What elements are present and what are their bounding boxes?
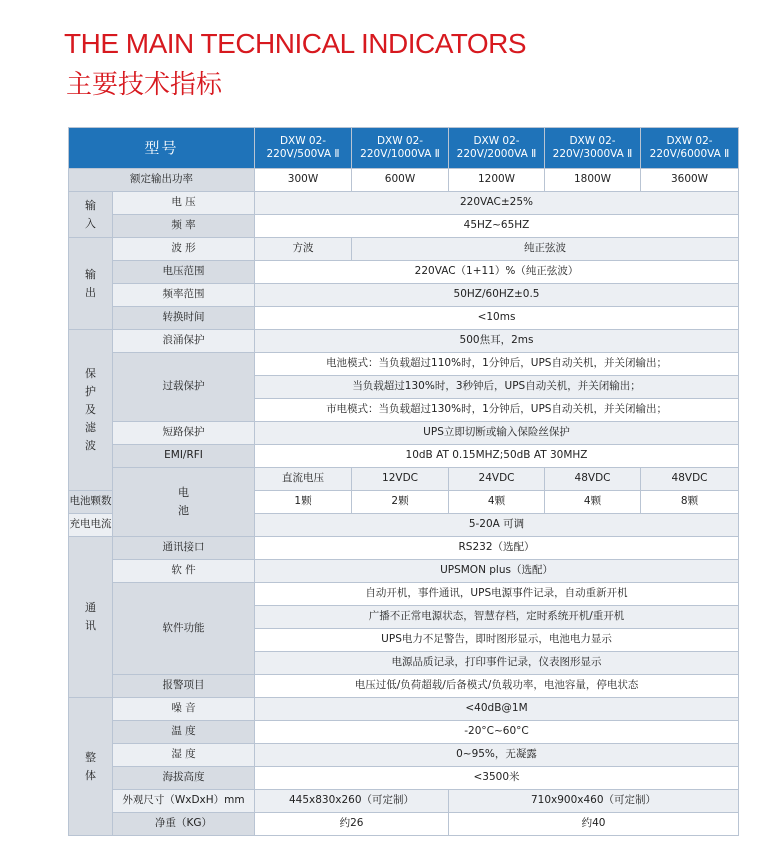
cell: 4颗 bbox=[449, 491, 545, 514]
row-label: 报警项目 bbox=[113, 675, 255, 698]
cell: 220VAC（1+11）%（纯正弦波） bbox=[255, 261, 739, 284]
cell: 2颗 bbox=[352, 491, 449, 514]
model-name: DXW 02-220V/500VA Ⅱ bbox=[255, 128, 352, 169]
cell: 3600W bbox=[641, 169, 739, 192]
cell: 45HZ~65HZ bbox=[255, 215, 739, 238]
cell: 约40 bbox=[449, 813, 739, 836]
table-row bbox=[69, 353, 739, 376]
title-english: THE MAIN TECHNICAL INDICATORS bbox=[64, 28, 527, 59]
row-label: 软 件 bbox=[113, 560, 255, 583]
cell: 广播不正常电源状态，智慧存档，定时系统开机/重开机 bbox=[255, 606, 739, 629]
row-label: 额定输出功率 bbox=[69, 169, 255, 192]
header-row bbox=[69, 128, 739, 169]
row-label: EMI/RFI bbox=[113, 445, 255, 468]
group-label: 整体 bbox=[69, 698, 113, 836]
group-label: 保护及滤波 bbox=[69, 330, 113, 491]
cell: <40dB@1M bbox=[255, 698, 739, 721]
table-row bbox=[69, 744, 739, 767]
cell: 方波 bbox=[255, 238, 352, 261]
cell: 445x830x260（可定制） bbox=[255, 790, 449, 813]
table-row bbox=[69, 767, 739, 790]
table-row bbox=[69, 169, 739, 192]
model-name: DXW 02-220V/6000VA Ⅱ bbox=[641, 128, 739, 169]
group-label: 通讯 bbox=[69, 537, 113, 698]
table-row bbox=[69, 422, 739, 445]
table-row bbox=[69, 192, 739, 215]
cell: <10ms bbox=[255, 307, 739, 330]
cell: 约26 bbox=[255, 813, 449, 836]
cell: UPS电力不足警告，即时图形显示，电池电力显示 bbox=[255, 629, 739, 652]
cell: 纯正弦波 bbox=[352, 238, 739, 261]
table-row bbox=[69, 698, 739, 721]
cell: 1800W bbox=[545, 169, 641, 192]
cell: 10dB AT 0.15MHZ;50dB AT 30MHZ bbox=[255, 445, 739, 468]
row-label: 噪 音 bbox=[113, 698, 255, 721]
group-label: 输出 bbox=[69, 238, 113, 330]
cell: 4颗 bbox=[545, 491, 641, 514]
row-label: 频率范围 bbox=[113, 284, 255, 307]
table-row bbox=[69, 537, 739, 560]
row-label: 海拔高度 bbox=[113, 767, 255, 790]
cell: 8颗 bbox=[641, 491, 739, 514]
cell: 电源品质记录，打印事件记录，仪表图形显示 bbox=[255, 652, 739, 675]
row-label: 过载保护 bbox=[113, 353, 255, 422]
row-label: 电池颗数 bbox=[69, 491, 113, 514]
row-label: 充电电流 bbox=[69, 514, 113, 537]
table-row bbox=[69, 445, 739, 468]
row-label: 波 形 bbox=[113, 238, 255, 261]
table-row bbox=[69, 330, 739, 353]
cell: 当负载超过130%时，3秒钟后，UPS自动关机，并关闭输出； bbox=[255, 376, 739, 399]
row-label: 外观尺寸（WxDxH）mm bbox=[113, 790, 255, 813]
model-name: DXW 02-220V/1000VA Ⅱ bbox=[352, 128, 449, 169]
cell: 1200W bbox=[449, 169, 545, 192]
cell: 1颗 bbox=[255, 491, 352, 514]
table-row bbox=[69, 307, 739, 330]
cell: 24VDC bbox=[449, 468, 545, 491]
cell: 500焦耳，2ms bbox=[255, 330, 739, 353]
cell: UPS立即切断或输入保险丝保护 bbox=[255, 422, 739, 445]
table-row bbox=[69, 790, 739, 813]
spec-table bbox=[68, 127, 739, 836]
cell: 市电模式：当负载超过130%时，1分钟后，UPS自动关机，并关闭输出； bbox=[255, 399, 739, 422]
row-label: 通讯接口 bbox=[113, 537, 255, 560]
row-label: 短路保护 bbox=[113, 422, 255, 445]
table-row bbox=[69, 721, 739, 744]
row-label: 软件功能 bbox=[113, 583, 255, 675]
row-label: 净重（KG） bbox=[113, 813, 255, 836]
title-chinese: 主要技术指标 bbox=[66, 70, 223, 100]
cell: 电压过低/负荷超载/后备模式/负载功率，电池容量，停电状态 bbox=[255, 675, 739, 698]
cell: RS232（选配） bbox=[255, 537, 739, 560]
cell: 600W bbox=[352, 169, 449, 192]
table-row bbox=[69, 261, 739, 284]
cell: 48VDC bbox=[641, 468, 739, 491]
cell: 220VAC±25% bbox=[255, 192, 739, 215]
cell: 电池模式：当负载超过110%时，1分钟后，UPS自动关机，并关闭输出； bbox=[255, 353, 739, 376]
table-row bbox=[69, 813, 739, 836]
table-row bbox=[69, 583, 739, 606]
cell: 300W bbox=[255, 169, 352, 192]
row-label: 温 度 bbox=[113, 721, 255, 744]
group-label: 电池 bbox=[113, 468, 255, 537]
cell: 12VDC bbox=[352, 468, 449, 491]
row-label: 转换时间 bbox=[113, 307, 255, 330]
cell: 50HZ/60HZ±0.5 bbox=[255, 284, 739, 307]
cell: 0~95%，无凝露 bbox=[255, 744, 739, 767]
row-label: 湿 度 bbox=[113, 744, 255, 767]
group-label: 输入 bbox=[69, 192, 113, 238]
row-label: 直流电压 bbox=[255, 468, 352, 491]
table-row bbox=[69, 560, 739, 583]
cell: -20°C~60°C bbox=[255, 721, 739, 744]
table-row bbox=[69, 238, 739, 261]
cell: UPSMON plus（选配） bbox=[255, 560, 739, 583]
cell: 48VDC bbox=[545, 468, 641, 491]
cell: 5-20A 可调 bbox=[255, 514, 739, 537]
row-label: 频 率 bbox=[113, 215, 255, 238]
row-label: 电 压 bbox=[113, 192, 255, 215]
cell: <3500米 bbox=[255, 767, 739, 790]
cell: 自动开机，事件通讯，UPS电源事件记录，自动重新开机 bbox=[255, 583, 739, 606]
table-row bbox=[69, 675, 739, 698]
model-label: 型号 bbox=[69, 128, 255, 169]
row-label: 浪涌保护 bbox=[113, 330, 255, 353]
table-row bbox=[69, 468, 739, 491]
row-label: 电压范围 bbox=[113, 261, 255, 284]
model-name: DXW 02-220V/2000VA Ⅱ bbox=[449, 128, 545, 169]
cell: 710x900x460（可定制） bbox=[449, 790, 739, 813]
model-name: DXW 02-220V/3000VA Ⅱ bbox=[545, 128, 641, 169]
table-row bbox=[69, 215, 739, 238]
table-row bbox=[69, 284, 739, 307]
